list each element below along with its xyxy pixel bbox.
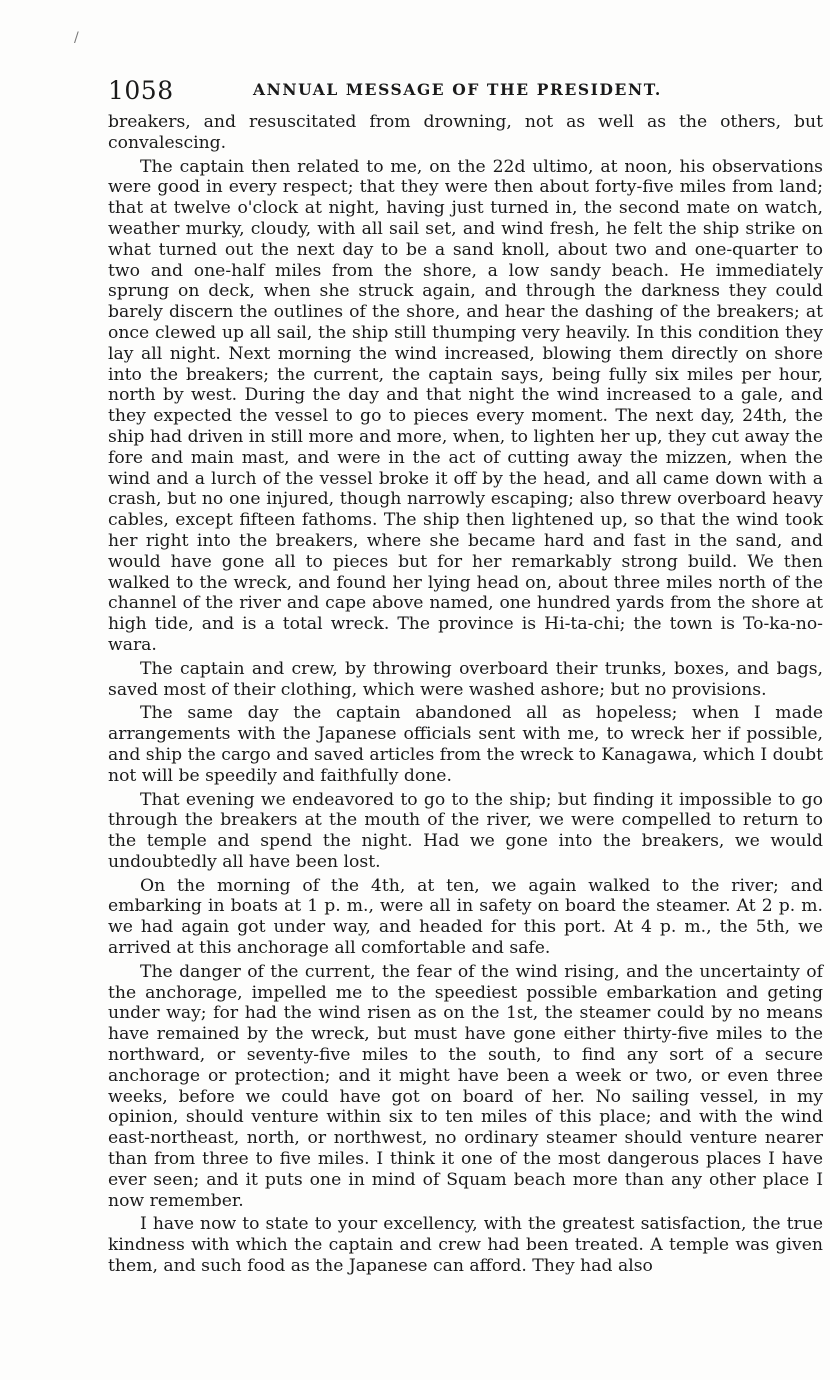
paragraph-1: breakers, and resuscitated from drowning, not as well as the others, but convalescing. — [108, 112, 823, 153]
paragraph-6: On the morning of the 4th, at ten, we again walked to the river; and embarking in boats at 1 p. m., were all in safety on board the steamer. At 2 p. m. we had again got under way, and headed for this port. At 4 p. m., the 5th, we arrived at this anchorage all comfortable and safe. — [108, 875, 823, 959]
paragraph-8: I have now to state to your excellency, with the greatest satisfaction, the true kindness with which the captain and crew had been treated. A temple was given them, and such food as the Japanese can afford. They had also — [108, 1214, 823, 1277]
document-page — [108, 72, 823, 1277]
page-number: 1058 — [108, 76, 174, 105]
paragraph-7: The danger of the current, the fear of the wind rising, and the uncertainty of the anchorage, impelled me to the speediest possible embarkation and geting under way; for had the wind risen as on the 1st, the steamer could by no means have remained by the wreck, but must have gone either thirty-five miles to the northward, or seventy-five miles to the south, to find any sort of a secure anchorage or protection; and it might have been a week or two, or even three weeks, before we could have got on board of her. No sailing vessel, in my opinion, should venture within six to ten miles of this place; and with the wind east-northeast, north, or northwest, no ordinary steamer should venture nearer than from three to five miles. I think it one of the most dangerous places I have ever seen; and it puts one in mind of Squam beach more than any other place I now remember. — [108, 961, 823, 1211]
paragraph-4: The same day the captain abandoned all as hopeless; when I made arrangements with the Japanese officials sent with me, to wreck her if possible, and ship the cargo and saved articles from the wreck to Kanagawa, which I doubt not will be speedily and faithfully done. — [108, 703, 823, 786]
paragraph-2: The captain then related to me, on the 22d ultimo, at noon, his observations were good in every respect; that they were then about forty-five miles from land; that at twelve o'clock at night, having just turned in, the second mate on watch, weather murky, cloudy, with all sail set, and wind fresh, he felt the ship strike on what turned out the next day to be a sand knoll, about two and one-quarter to two and one-half miles from the shore, a low sandy beach. He immediately sprung on deck, when she struck again, and through the darkness they could barely discern the outlines of the shore, and hear the dashing of the breakers; at once clewed up all sail, the ship still thumping very heavily. In this condition they lay all night. Next morning the wind increased, blowing them directly on shore into the breakers; the current, the captain says, being fully six miles per hour, north by west. During the day and that night the wind increased to a gale, and they expected the vessel to go to pieces every moment. The next day, 24th, the ship had driven in still more and more, when, to lighten her up, they cut away the fore and main mast, and were in the act of cutting away the mizzen, when the wind and a lurch of the vessel broke it off by the head, and all came down with a crash, but no one injured, though narrowly escaping; also threw overboard heavy cables, except fifteen fathoms. The ship then lightened up, so that the wind took her right into the breakers, where she became hard and fast in the sand, and would have gone all to pieces but for her remarkably strong build. We then walked to the wreck, and found her lying head on, about three miles north of the channel of the river and cape above named, one hundred yards from the shore at high tide, and is a total wreck. The province is Hi-ta-chi; the town is To-ka-no-wara. — [108, 156, 823, 655]
body-text — [108, 112, 823, 1277]
paragraph-3: The captain and crew, by throwing overboard their trunks, boxes, and bags, saved most of their clothing, which were washed ashore; but no provisions. — [108, 658, 823, 700]
margin-mark-top-left: / — [74, 30, 79, 46]
running-title: ANNUAL MESSAGE OF THE PRESIDENT. — [253, 80, 662, 99]
page-header — [108, 72, 823, 106]
paragraph-5: That evening we endeavored to go to the ship; but finding it impossible to go through the breakers at the mouth of the river, we were compelled to return to the temple and spend the night. Had we gone into the breakers, we would undoubtedly all have been lost. — [108, 789, 823, 872]
